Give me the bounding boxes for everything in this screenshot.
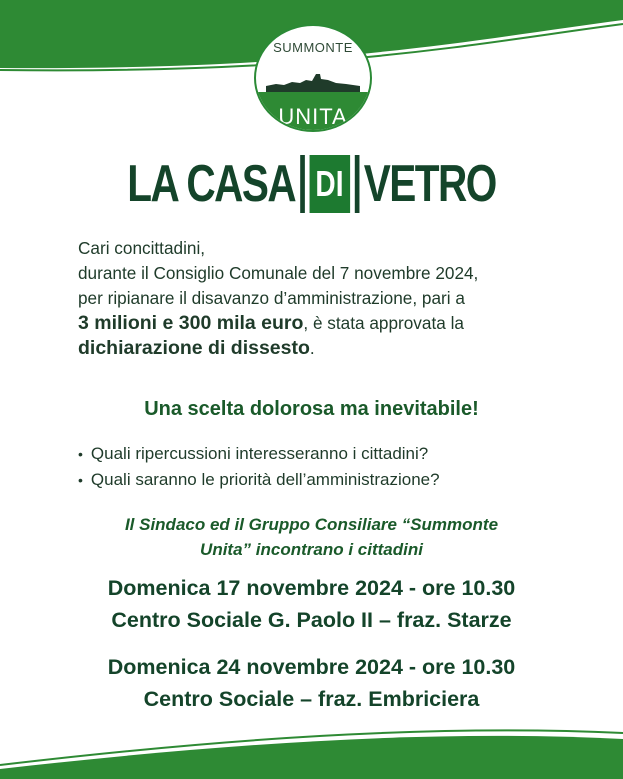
invite-text (0, 512, 623, 562)
title-separator (354, 155, 359, 213)
intro-paragraph (78, 236, 558, 361)
body-line-1: durante il Consiglio Comunale del 7 novembre 2024, (78, 263, 479, 283)
deficit-amount: 3 milioni e 300 mila euro (78, 312, 304, 334)
body-line-3-rest: , è stata approvata la (303, 313, 464, 333)
event-1 (0, 572, 623, 636)
body-line-2: per ripianare il disavanzo d’amministrazione, pari a (78, 288, 465, 308)
event-place: Centro Sociale G. Paolo II – fraz. Starze (111, 608, 512, 632)
event-2 (0, 651, 623, 715)
greeting: Cari concittadini, (78, 238, 206, 258)
title-di-box: DI (309, 155, 350, 213)
page-title (69, 154, 555, 214)
body-line-3 (78, 311, 558, 336)
invite-line-2: Unita” incontrano i cittadini (200, 540, 423, 559)
period: . (309, 338, 315, 358)
event-date: Domenica 24 novembre 2024 - ore 10.30 (107, 655, 516, 679)
invite-line-1: Il Sindaco ed il Gruppo Consiliare “Summonte (124, 515, 499, 534)
list-item: • Quali ripercussioni interesseranno i cittadini? (78, 441, 578, 467)
logo-bottom-text: UNITA (278, 104, 348, 129)
headline: Una scelta dolorosa ma inevitabile! (144, 398, 479, 420)
title-separator (300, 155, 305, 213)
event-place: Centro Sociale – fraz. Embriciera (143, 687, 480, 711)
title-part2: VETRO (363, 155, 496, 213)
question-list (78, 441, 578, 493)
event-date: Domenica 17 novembre 2024 - ore 10.30 (107, 576, 516, 600)
footer-wave (0, 719, 623, 779)
list-item: • Quali saranno le priorità dell’amministrazione? (78, 467, 578, 493)
title-part1: LA CASA (127, 155, 296, 213)
summonte-unita-logo (254, 24, 372, 132)
declaration-text: dichiarazione di dissesto (78, 337, 310, 359)
logo-top-text: SUMMONTE (273, 40, 353, 55)
body-line-4 (78, 336, 558, 361)
town-skyline-icon (266, 70, 360, 92)
